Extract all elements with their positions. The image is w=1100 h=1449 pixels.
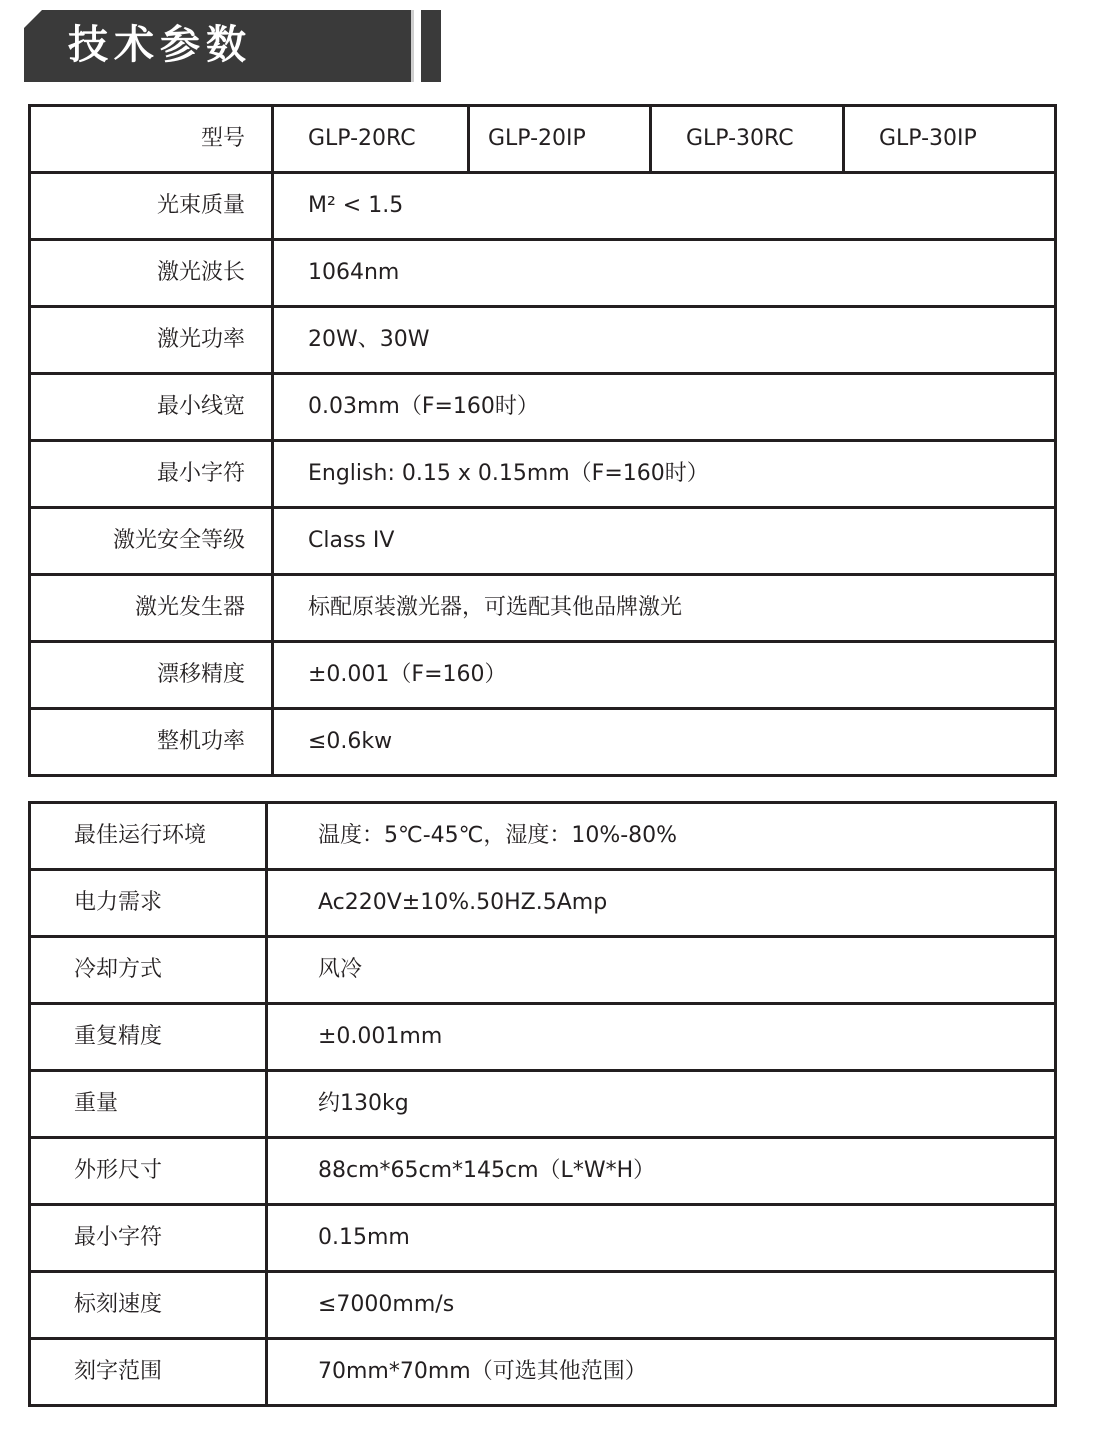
- spec-row: [30, 508, 1056, 575]
- spec-value: 0.15mm: [267, 1205, 1056, 1272]
- spec-value: 20W、30W: [273, 307, 1056, 374]
- spec-label: 激光安全等级: [30, 508, 273, 575]
- spec-value: 约130kg: [267, 1071, 1056, 1138]
- model-label: 型号: [30, 106, 273, 173]
- spec-label: 激光功率: [30, 307, 273, 374]
- banner-accent-bar: [421, 10, 441, 82]
- model-cell: GLP-20IP: [469, 106, 651, 173]
- spec-value: 88cm*65cm*145cm（L*W*H）: [267, 1138, 1056, 1205]
- spec-value: M² < 1.5: [273, 173, 1056, 240]
- spec-value: 0.03mm（F=160时）: [273, 374, 1056, 441]
- model-header-row: [30, 106, 1056, 173]
- spec-row: [30, 1205, 1056, 1272]
- spec-label: 激光波长: [30, 240, 273, 307]
- section-banner: [24, 10, 414, 82]
- model-cell: GLP-20RC: [273, 106, 469, 173]
- spec-row: [30, 709, 1056, 776]
- spec-label: 漂移精度: [30, 642, 273, 709]
- spec-value: 温度：5℃-45℃，湿度：10%-80%: [267, 803, 1056, 870]
- spec-value: Ac220V±10%.50HZ.5Amp: [267, 870, 1056, 937]
- spec-row: [30, 642, 1056, 709]
- spec-row: [30, 1004, 1056, 1071]
- spec-row: [30, 1138, 1056, 1205]
- spec-label: 最小字符: [30, 1205, 267, 1272]
- spec-label: 激光发生器: [30, 575, 273, 642]
- spec-row: [30, 870, 1056, 937]
- spec-value: ≤7000mm/s: [267, 1272, 1056, 1339]
- spec-value: Class IV: [273, 508, 1056, 575]
- spec-value: 风冷: [267, 937, 1056, 1004]
- spec-row: [30, 441, 1056, 508]
- spec-value: 标配原装激光器，可选配其他品牌激光: [273, 575, 1056, 642]
- spec-row: [30, 173, 1056, 240]
- spec-row: [30, 803, 1056, 870]
- spec-value: English: 0.15 x 0.15mm（F=160时）: [273, 441, 1056, 508]
- spec-label: 电力需求: [30, 870, 267, 937]
- spec-row: [30, 1071, 1056, 1138]
- model-cell: GLP-30IP: [844, 106, 1056, 173]
- spec-label: 最佳运行环境: [30, 803, 267, 870]
- spec-row: [30, 240, 1056, 307]
- spec-label: 最小字符: [30, 441, 273, 508]
- spec-row: [30, 307, 1056, 374]
- spec-value: ±0.001（F=160）: [273, 642, 1056, 709]
- spec-label: 刻字范围: [30, 1339, 267, 1406]
- spec-label: 标刻速度: [30, 1272, 267, 1339]
- model-cell: GLP-30RC: [651, 106, 844, 173]
- spec-label: 整机功率: [30, 709, 273, 776]
- spec-table-bottom: [28, 801, 1057, 1407]
- spec-row: [30, 374, 1056, 441]
- spec-label: 最小线宽: [30, 374, 273, 441]
- spec-row: [30, 1272, 1056, 1339]
- spec-value: ≤0.6kw: [273, 709, 1056, 776]
- spec-row: [30, 575, 1056, 642]
- spec-value: ±0.001mm: [267, 1004, 1056, 1071]
- spec-label: 外形尺寸: [30, 1138, 267, 1205]
- spec-row: [30, 1339, 1056, 1406]
- spec-label: 重复精度: [30, 1004, 267, 1071]
- spec-value: 70mm*70mm（可选其他范围）: [267, 1339, 1056, 1406]
- spec-value: 1064nm: [273, 240, 1056, 307]
- section-title: 技术参数: [68, 22, 252, 68]
- spec-row: [30, 937, 1056, 1004]
- spec-label: 冷却方式: [30, 937, 267, 1004]
- spec-table-top: [28, 104, 1057, 777]
- spec-label: 重量: [30, 1071, 267, 1138]
- spec-label: 光束质量: [30, 173, 273, 240]
